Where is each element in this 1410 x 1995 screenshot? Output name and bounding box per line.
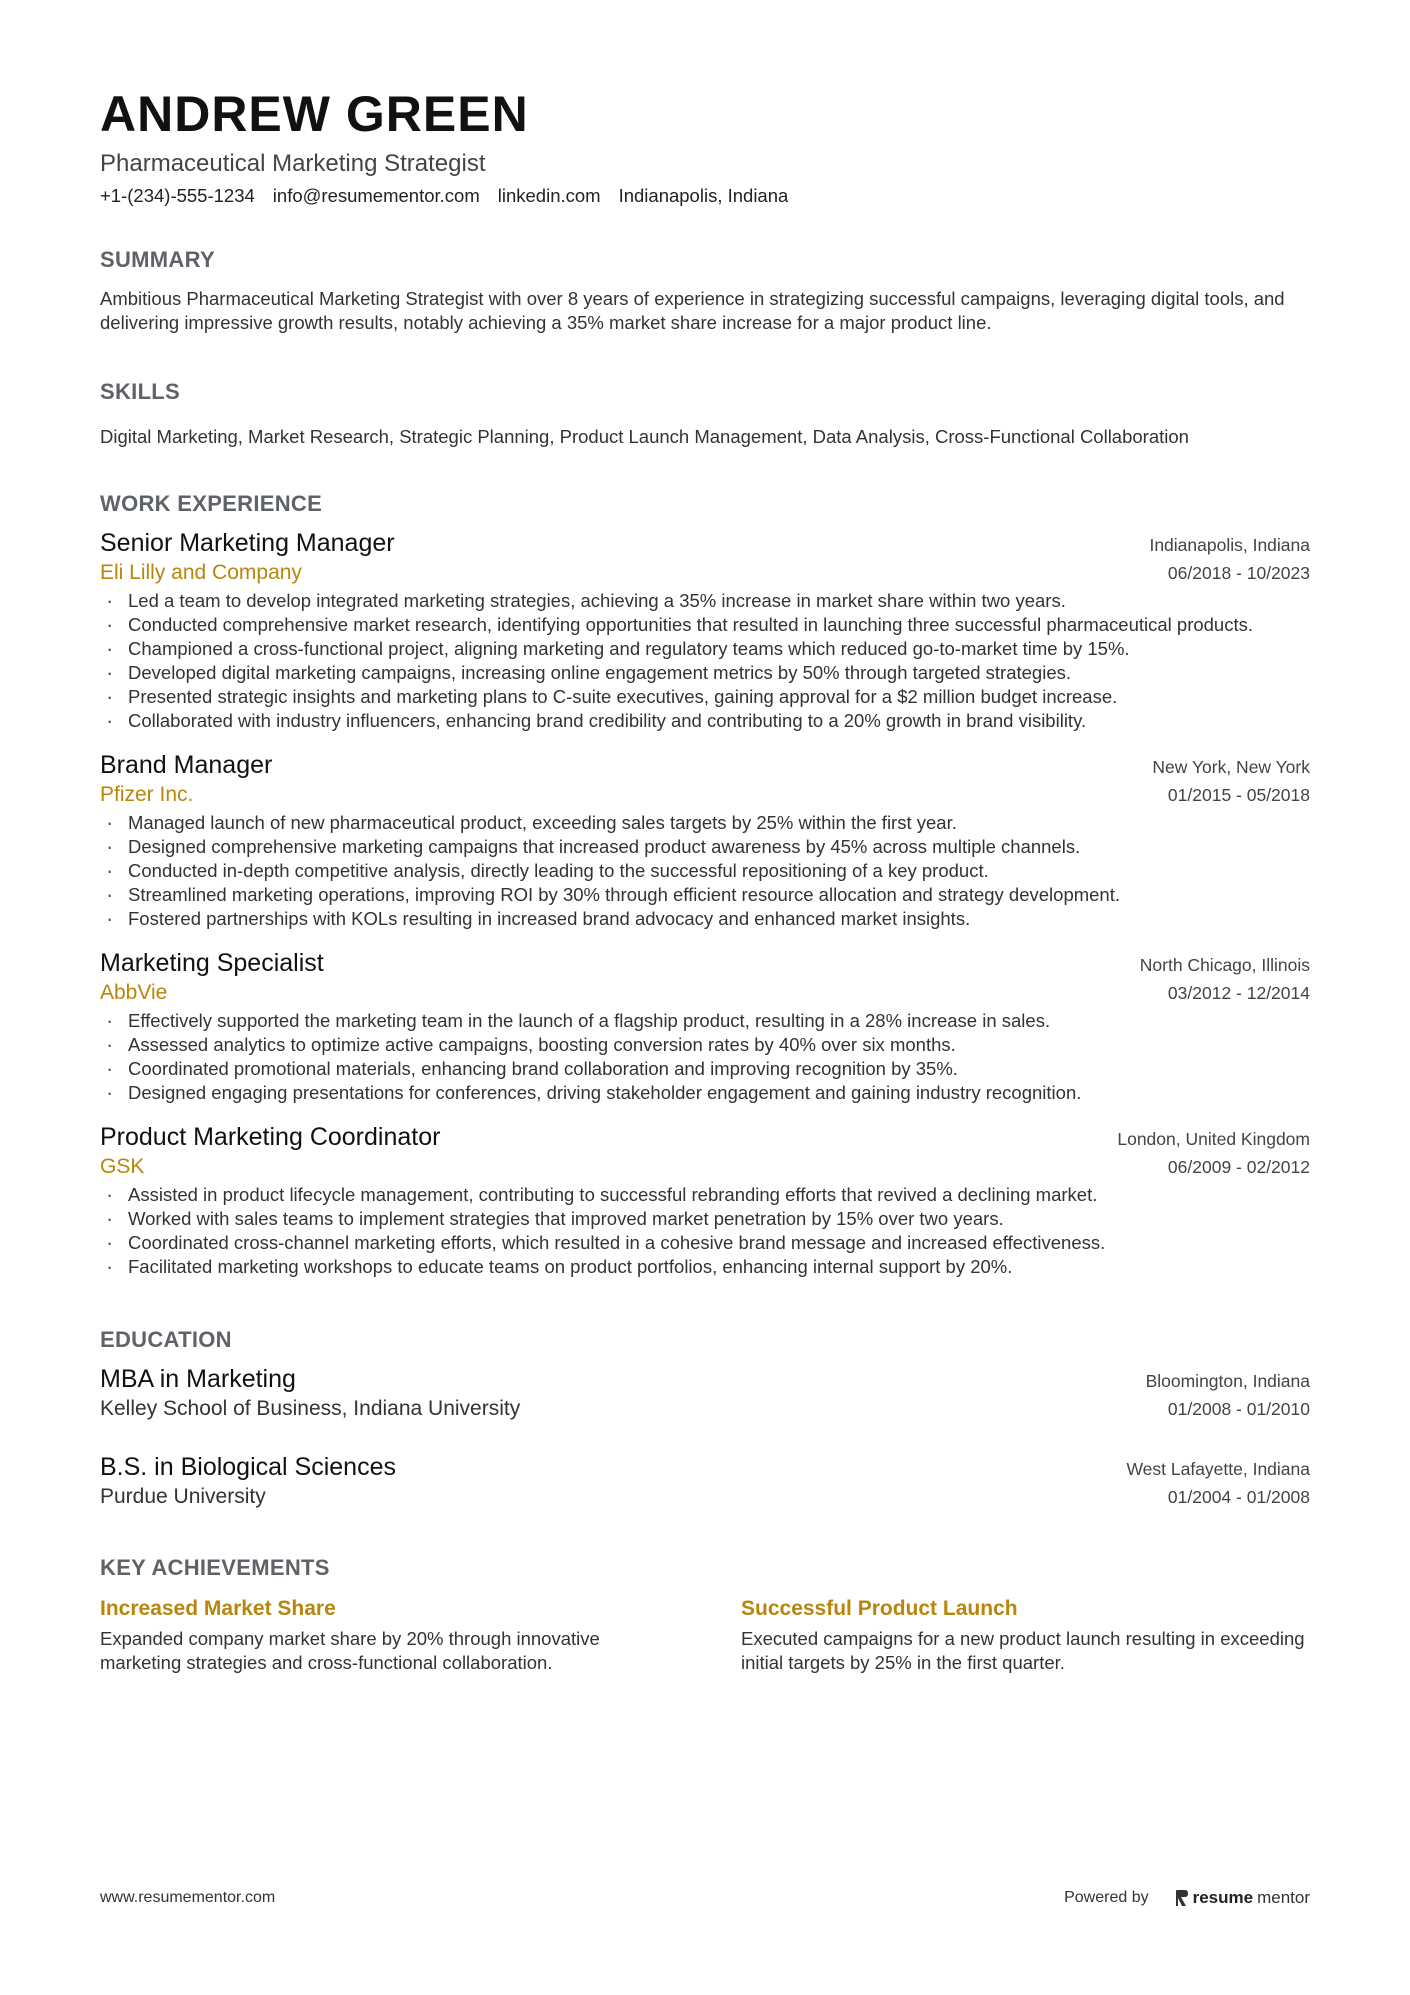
bullet-item: · Collaborated with industry influencers, enhancing brand credibility and contributing to a 20% growth in brand visibility. — [100, 709, 1310, 733]
contact-location: Indianapolis, Indiana — [618, 185, 789, 206]
brand-name-light: mentor — [1257, 1888, 1310, 1907]
skills-text: Digital Marketing, Market Research, Strategic Planning, Product Launch Management, Data Analysis, Cross-Functional Collaboration — [100, 426, 1189, 447]
school-name: Purdue University — [100, 1485, 266, 1508]
job-company: Pfizer Inc. — [100, 783, 194, 806]
school-name: Kelley School of Business, Indiana University — [100, 1397, 521, 1420]
job-entry — [100, 1121, 1310, 1279]
candidate-name: ANDREW GREEN — [100, 86, 529, 142]
job-entry — [100, 749, 1310, 931]
job-title: Marketing Specialist — [100, 949, 324, 977]
key-achievements-section — [100, 1555, 1310, 1675]
section-heading: KEY ACHIEVEMENTS — [100, 1555, 330, 1580]
job-dates: 03/2012 - 12/2014 — [1167, 983, 1310, 1003]
job-title: Brand Manager — [100, 751, 273, 779]
bullet-item: · Designed engaging presentations for conferences, driving stakeholder engagement and gaining industry recognition. — [100, 1081, 1310, 1105]
education-dates: 01/2004 - 01/2008 — [1167, 1487, 1310, 1507]
bullet-item: · Presented strategic insights and marketing plans to C-suite executives, gaining approval for a $2 million budget increase. — [100, 685, 1310, 709]
bullet-item: · Assisted in product lifecycle management, contributing to successful rebranding efforts that revived a declining market. — [100, 1183, 1310, 1207]
resumementor-logo-icon — [1175, 1889, 1189, 1907]
contact-line — [100, 185, 1310, 207]
education-location: West Lafayette, Indiana — [1126, 1459, 1310, 1479]
job-company: GSK — [100, 1155, 145, 1178]
achievement-text: Executed campaigns for a new product launch resulting in exceeding initial targets by 25% in the first quarter. — [741, 1628, 1305, 1673]
bullet-item: · Fostered partnerships with KOLs resulting in increased brand advocacy and enhanced market insights. — [100, 907, 1310, 931]
contact-email: info@resumementor.com — [272, 185, 480, 206]
bullet-item: · Championed a cross-functional project, aligning marketing and regulatory teams which reduced go-to-market time by 15%. — [100, 637, 1310, 661]
job-company: Eli Lilly and Company — [100, 561, 302, 584]
bullet-item: · Conducted comprehensive market research, identifying opportunities that resulted in launching three successful pharmaceutical products. — [100, 613, 1310, 637]
section-heading: SUMMARY — [100, 247, 215, 272]
summary-section — [100, 247, 1310, 335]
job-company: AbbVie — [100, 981, 168, 1004]
achievement-text: Expanded company market share by 20% through innovative marketing strategies and cross-functional collaboration. — [100, 1628, 600, 1673]
job-entry — [100, 947, 1310, 1105]
job-title: Senior Marketing Manager — [100, 529, 395, 557]
resume-header — [100, 85, 1310, 207]
bullet-item: · Assessed analytics to optimize active campaigns, boosting conversion rates by 40% over six months. — [100, 1033, 1310, 1057]
education-location: Bloomington, Indiana — [1145, 1371, 1310, 1391]
job-location: North Chicago, Illinois — [1139, 955, 1310, 975]
contact-phone: +1-(234)-555-1234 — [100, 185, 255, 206]
achievement-title: Increased Market Share — [100, 1597, 336, 1620]
bullet-item: · Facilitated marketing workshops to educate teams on product portfolios, enhancing internal support by 20%. — [100, 1255, 1310, 1279]
job-location: New York, New York — [1152, 757, 1310, 777]
achievement-item — [741, 1595, 1310, 1675]
bullet-item: · Worked with sales teams to implement strategies that improved market penetration by 15% over two years. — [100, 1207, 1310, 1231]
job-location: Indianapolis, Indiana — [1149, 535, 1310, 555]
powered-by-label: Powered by — [1064, 1889, 1149, 1906]
achievements-grid — [100, 1595, 1310, 1675]
footer-website-link[interactable]: www.resumementor.com — [100, 1889, 276, 1906]
job-bullets — [100, 1183, 1310, 1279]
bullet-item: · Designed comprehensive marketing campaigns that increased product awareness by 45% across multiple channels. — [100, 835, 1310, 859]
powered-by — [1064, 1888, 1310, 1908]
bullet-item: · Coordinated cross-channel marketing efforts, which resulted in a cohesive brand message and increased effectiveness. — [100, 1231, 1310, 1255]
job-bullets — [100, 811, 1310, 931]
contact-linkedin: linkedin.com — [497, 185, 601, 206]
section-heading: SKILLS — [100, 379, 181, 404]
section-heading: EDUCATION — [100, 1327, 232, 1352]
education-entry — [100, 1451, 1310, 1511]
achievement-title: Successful Product Launch — [741, 1597, 1018, 1620]
skills-section — [100, 379, 1310, 449]
job-bullets — [100, 1009, 1310, 1105]
job-bullets — [100, 589, 1310, 733]
brand-name-bold: resume — [1192, 1888, 1254, 1907]
bullet-item: · Streamlined marketing operations, improving ROI by 30% through efficient resource allocation and strategy development. — [100, 883, 1310, 907]
bullet-item: · Effectively supported the marketing team in the launch of a flagship product, resulting in a 28% increase in sales. — [100, 1009, 1310, 1033]
section-heading: WORK EXPERIENCE — [100, 491, 323, 516]
bullet-item: · Developed digital marketing campaigns, increasing online engagement metrics by 50% through targeted strategies. — [100, 661, 1310, 685]
job-dates: 01/2015 - 05/2018 — [1167, 785, 1310, 805]
degree-name: B.S. in Biological Sciences — [100, 1453, 396, 1481]
brand-logo[interactable] — [1175, 1888, 1310, 1908]
work-experience-section — [100, 491, 1310, 1279]
education-section — [100, 1327, 1310, 1511]
candidate-title: Pharmaceutical Marketing Strategist — [100, 150, 486, 177]
job-title: Product Marketing Coordinator — [100, 1123, 441, 1151]
bullet-item: · Managed launch of new pharmaceutical product, exceeding sales targets by 25% within the first year. — [100, 811, 1310, 835]
summary-text: Ambitious Pharmaceutical Marketing Strategist with over 8 years of experience in strategizing successful campaigns, leveraging digital tools, and delivering impressive growth results, notably achieving a 35% market share increase for a major product line. — [100, 288, 1285, 333]
job-dates: 06/2009 - 02/2012 — [1167, 1157, 1310, 1177]
degree-name: MBA in Marketing — [100, 1365, 296, 1393]
job-location: London, United Kingdom — [1117, 1129, 1310, 1149]
bullet-item: · Led a team to develop integrated marketing strategies, achieving a 35% increase in market share within two years. — [100, 589, 1310, 613]
job-dates: 06/2018 - 10/2023 — [1167, 563, 1310, 583]
education-entry — [100, 1363, 1310, 1423]
bullet-item: · Conducted in-depth competitive analysis, directly leading to the successful repositioning of a key product. — [100, 859, 1310, 883]
job-entry — [100, 527, 1310, 733]
bullet-item: · Coordinated promotional materials, enhancing brand collaboration and improving recognition by 35%. — [100, 1057, 1310, 1081]
achievement-item — [100, 1595, 669, 1675]
page-footer — [100, 1888, 1310, 1908]
education-dates: 01/2008 - 01/2010 — [1167, 1399, 1310, 1419]
